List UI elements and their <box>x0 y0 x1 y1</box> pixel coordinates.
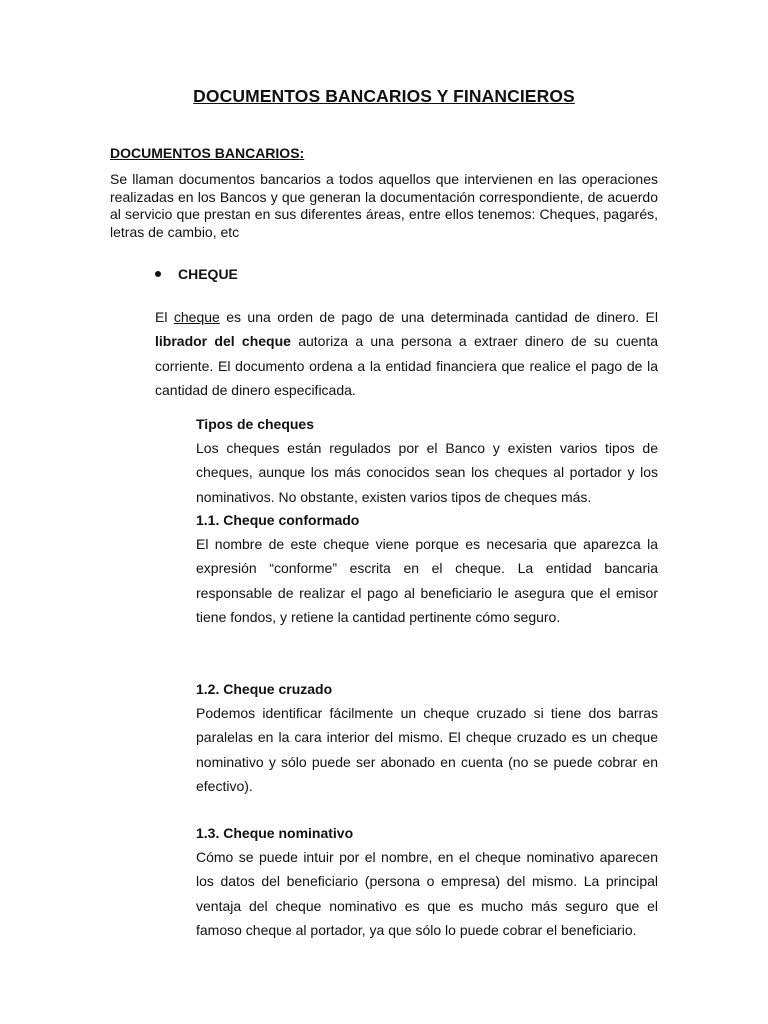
librador-term: librador del cheque <box>155 333 291 350</box>
cheque-text-1: El <box>155 309 174 325</box>
conformado-heading: 1.1. Cheque conformado <box>196 512 360 528</box>
conformado-section <box>196 508 658 629</box>
nominativo-section <box>196 821 658 942</box>
document-title: DOCUMENTOS BANCARIOS Y FINANCIEROS <box>193 86 575 106</box>
nominativo-text: Cómo se puede intuir por el nombre, en el cheque nominativo aparecen los datos del beneficiario (persona o empresa) del mismo. La principal ventaja del cheque nominativo es que es mucho más seguro que el famoso cheque al portador, ya que sólo lo puede cobrar el beneficiario. <box>196 849 658 938</box>
tipos-text: Los cheques están regulados por el Banco y existen varios tipos de cheques, aunque los más conocidos sean los cheques al portador y los nominativos. No obstante, existen varios tipos de cheques más. <box>196 440 658 505</box>
tipos-heading: Tipos de cheques <box>196 416 314 432</box>
cheque-paragraph <box>155 305 658 402</box>
cheque-text-2: es una orden de pago de una determinada cantidad de dinero. El <box>219 309 659 325</box>
bullet-heading: CHEQUE <box>178 266 238 282</box>
section-heading: DOCUMENTOS BANCARIOS: <box>110 145 305 161</box>
conformado-text: El nombre de este cheque viene porque es necesaria que aparezca la expresión “conforme” escrita en el cheque. La entidad bancaria responsable de realizar el pago al beneficiario le asegura que el emisor tiene fondos, y retiene la cantidad pertinente cómo seguro. <box>196 536 658 625</box>
cruzado-heading: 1.2. Cheque cruzado <box>196 681 333 697</box>
cruzado-text: Podemos identificar fácilmente un cheque cruzado si tiene dos barras paralelas en la cara interior del mismo. El cheque cruzado es un cheque nominativo y sólo puede ser abonado en cuenta (no se puede cobrar en efectivo). <box>196 705 658 794</box>
nominativo-heading: 1.3. Cheque nominativo <box>196 825 354 841</box>
cruzado-section <box>196 677 658 798</box>
bullet-dot-icon <box>155 271 161 277</box>
intro-paragraph: Se llaman documentos bancarios a todos aquellos que intervienen en las operaciones realizadas en los Bancos y que generan la documentación correspondiente, de acuerdo al servicio que prestan en sus diferentes áreas, entre ellos tenemos: Cheques, pagarés, letras de cambio, etc <box>110 171 658 240</box>
cheque-link[interactable]: cheque <box>173 309 220 325</box>
tipos-section <box>196 412 658 509</box>
cheque-text-3: autoriza a una persona a extraer dinero de su cuenta corriente. El documento ordena a la entidad financiera que realice el pago de la cantidad de dinero especificada. <box>155 333 659 398</box>
bullet-cheque <box>155 266 238 282</box>
